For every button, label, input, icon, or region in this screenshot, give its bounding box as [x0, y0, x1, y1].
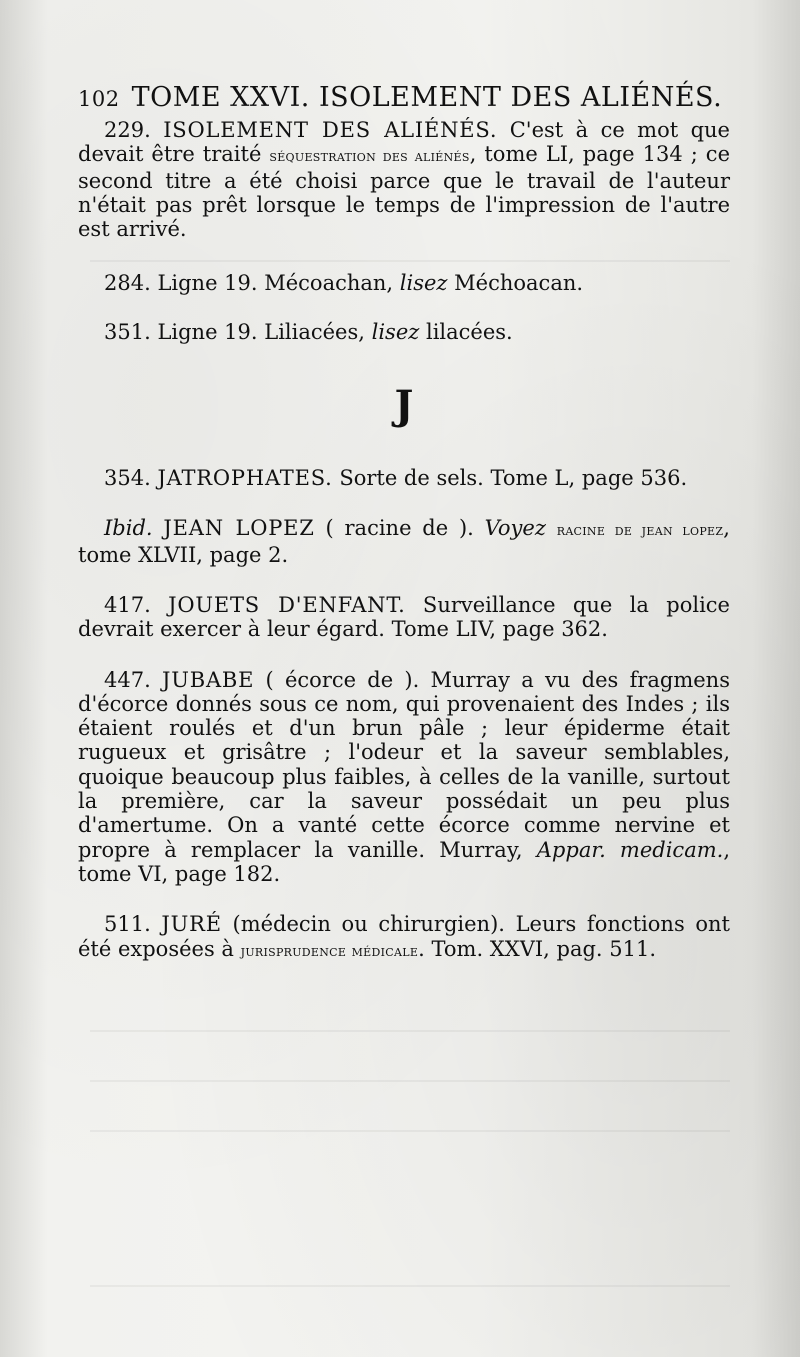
page-body — [78, 118, 730, 963]
entry-isolement — [78, 118, 730, 241]
entry-text: Méchoacan. — [447, 271, 584, 296]
entry-headword: JURÉ — [161, 912, 222, 937]
entry-headword: JUBABE — [162, 667, 255, 692]
entry-italic: lisez — [371, 319, 420, 344]
bleed-through-line — [90, 1130, 730, 1132]
entry-jean-lopez — [78, 516, 730, 567]
entry-ibid: Ibid. — [104, 516, 153, 541]
entry-number: 511. — [104, 912, 151, 937]
bleed-through-line — [90, 1030, 730, 1032]
entry-number: 284. — [104, 271, 151, 296]
cross-reference: séquestration des aliénés — [269, 146, 470, 166]
entry-headword: JATROPHATES. — [157, 466, 333, 491]
entry-text: C'est à ce mot que devait être traité — [78, 118, 730, 167]
entry-text: , tome VI, page 182. — [78, 837, 730, 886]
running-title: TOME XXVI. ISOLEMENT DES ALIÉNÉS. — [131, 82, 723, 113]
entry-italic: Appar. medicam. — [536, 837, 724, 862]
entry-jure — [78, 912, 730, 963]
entry-headword: ISOLEMENT DES ALIÉNÉS. — [163, 118, 498, 142]
entry-text: , tome XLVII, page 2. — [78, 516, 730, 567]
entry-text: Ligne 19. Mécoachan, — [150, 271, 400, 296]
entry-text: lilacées. — [419, 319, 513, 344]
entry-number: 229. — [104, 118, 151, 142]
entry-erratum-351 — [78, 320, 730, 344]
entry-text: ( racine de ). — [314, 516, 485, 541]
entry-jouets — [78, 593, 730, 642]
entry-text: (médecin ou chirurgien). Leurs fonctions ont été exposées à — [78, 912, 730, 961]
entry-text: . Tom. XXVI, pag. 511. — [418, 936, 657, 961]
entry-text: , tome LI, page 134 ; ce second titre a été choisi parce que le travail de l'auteur n'était pas prêt lorsque le temps de l'impression de l'autre est arrivé. — [78, 142, 730, 242]
entry-headword: JEAN LOPEZ — [163, 516, 315, 541]
bleed-through-line — [90, 1080, 730, 1082]
entry-number: 417. — [104, 592, 151, 617]
bleed-through-line — [90, 1285, 730, 1287]
cross-reference: racine de jean lopez — [556, 520, 724, 540]
entry-jubabe — [78, 668, 730, 887]
entry-text: Ligne 19. Liliacées, — [150, 319, 372, 344]
entry-text: Sorte de sels. Tome L, page 536. — [332, 466, 688, 491]
page-number: 102 — [78, 87, 120, 111]
cross-reference: jurisprudence médicale — [240, 940, 419, 960]
running-header — [78, 82, 738, 113]
entry-text: Surveillance que la police devrait exercer à leur égard. Tome LIV, page 362. — [78, 592, 730, 642]
entry-number: 447. — [104, 667, 151, 692]
entry-number: 354. — [104, 466, 151, 491]
entry-jatrophates — [78, 466, 730, 490]
entry-number: 351. — [104, 319, 151, 344]
entry-italic: lisez — [399, 271, 448, 296]
entry-headword: JOUETS D'ENFANT. — [168, 592, 406, 617]
section-letter: J — [394, 382, 414, 430]
entry-italic: Voyez — [484, 516, 546, 541]
entry-text: ( écorce de ). Murray a vu des fragmens d'écorce donnés sous ce nom, qui provenaient des Indes ; ils étaient roulés et d'un brun pâle ; leur épiderme était rugueux et grisâtre ; l'odeur et la saveur semblables, quoique beaucoup plus faibles, à celles de la vanille, surtout la première, car la saveur possédait un peu plus d'amertume. On a vanté cette écorce comme nervine et propre à remplacer la vanille. Murray, — [78, 667, 730, 862]
entry-erratum-284 — [78, 271, 730, 295]
